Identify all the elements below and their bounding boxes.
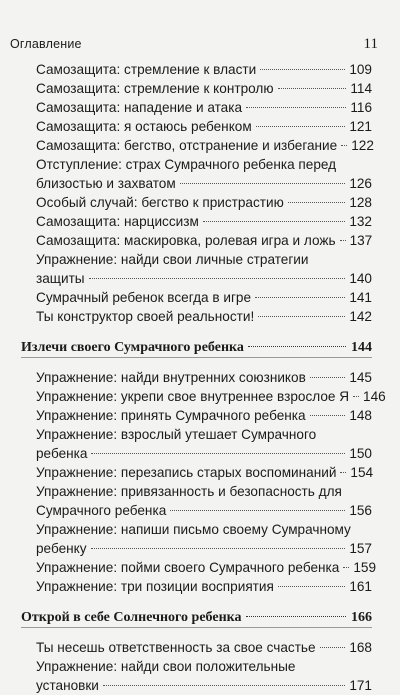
toc-page-number: 156 — [349, 503, 372, 518]
toc-entry-line — [36, 368, 372, 387]
toc-entry-line — [36, 638, 372, 657]
toc-entry-line — [36, 577, 372, 596]
toc-entry-title: ребенку — [36, 541, 87, 556]
toc-entry — [36, 250, 372, 288]
dot-leader — [203, 221, 345, 222]
toc-entry-line — [36, 539, 372, 558]
toc-page-number: 145 — [349, 370, 372, 385]
toc-entry-title: Отступление: страх Сумрачного ребенка перед — [36, 157, 337, 172]
toc-entry — [36, 288, 372, 307]
toc-page-number: 171 — [349, 678, 372, 693]
toc-page-number: 141 — [349, 290, 372, 305]
dot-leader — [260, 69, 345, 70]
toc-entry-title: Упражнение: принять Сумрачного ребенка — [36, 408, 306, 423]
toc-entry-line — [36, 250, 372, 269]
section-spacer — [0, 596, 400, 608]
toc-entry-title: Самозащита: стремление к контролю — [36, 81, 274, 96]
toc-entry-title: Упражнение: привязанность и безопасность для — [36, 484, 342, 499]
toc-entry-title: Упражнение: пойми своего Сумрачного ребенка — [36, 560, 340, 575]
toc-entry-title: ребенка — [36, 446, 88, 461]
toc-entry-title: Самозащита: маскировка, ролевая игра и ложь — [36, 233, 336, 248]
toc-page-number: 148 — [349, 408, 372, 423]
toc-page-number: 161 — [349, 579, 372, 594]
toc-entry-title: Сумрачный ребенок всегда в игре — [36, 290, 252, 305]
toc-entry — [36, 307, 372, 326]
toc-section-entry — [21, 608, 372, 628]
toc-entry-line — [36, 269, 372, 288]
toc-entry-title: Самозащита: я остаюсь ребенком — [36, 119, 252, 134]
toc-entry — [36, 155, 372, 193]
toc-entry-title: Самозащита: стремление к власти — [36, 62, 257, 77]
dot-leader — [255, 297, 345, 298]
toc-entry — [36, 136, 372, 155]
toc-entry — [36, 520, 372, 558]
toc-entry-line — [36, 558, 377, 577]
toc-entry-line — [36, 425, 372, 444]
toc-entry-title: Излечи своего Сумрачного ребенка — [21, 340, 244, 355]
toc-entry-line — [36, 98, 372, 117]
dot-leader — [341, 145, 347, 146]
toc-entry-title: Сумрачного ребенка — [36, 503, 167, 518]
toc-entry-line — [36, 482, 372, 501]
toc-entry-line — [36, 501, 372, 520]
dot-leader — [91, 453, 345, 454]
toc-entry-title: Упражнение: найди свои положительные — [36, 659, 296, 674]
dot-leader — [258, 316, 345, 317]
toc-entry-title: Упражнение: найди внутренних союзников — [36, 370, 306, 385]
toc-entry-title: Упражнение: напиши письмо своему Сумрачному — [36, 522, 351, 537]
toc-entry — [36, 368, 372, 387]
toc-page-number: 114 — [350, 81, 372, 96]
dot-leader — [246, 616, 346, 617]
dot-leader — [278, 586, 345, 587]
dot-leader — [170, 510, 345, 511]
toc-entry-line — [36, 657, 372, 676]
toc-entry-title: установки — [36, 678, 99, 693]
dot-leader — [340, 240, 346, 241]
dot-leader — [343, 567, 349, 568]
dot-leader — [310, 377, 345, 378]
toc-entry-line — [36, 231, 372, 250]
toc-page-number: 157 — [349, 541, 372, 556]
toc-entry-line — [36, 520, 372, 539]
toc-page-number: 122 — [351, 138, 374, 153]
toc-entry-line — [36, 117, 372, 136]
toc-entry-title: Ты несешь ответственность за свое счастье — [36, 640, 316, 655]
toc-entry-title: Открой в себе Солнечного ребенка — [21, 610, 242, 625]
toc-entry-line — [21, 338, 372, 357]
toc-entry-line — [36, 212, 372, 231]
dot-leader — [320, 647, 346, 648]
section-spacer — [0, 358, 400, 368]
dot-leader — [278, 88, 346, 89]
toc-entry — [36, 406, 372, 425]
toc-entry-title: Ты конструктор своей реальности! — [36, 309, 255, 324]
toc-entry-line — [36, 174, 372, 193]
table-of-contents — [0, 60, 400, 695]
dot-leader — [89, 278, 346, 279]
toc-page-number: 109 — [349, 62, 372, 77]
toc-entry-line — [36, 444, 372, 463]
toc-entry — [36, 577, 372, 596]
toc-page-number: 140 — [349, 271, 372, 286]
toc-entry-title: Упражнение: найди свои личные стратегии — [36, 252, 309, 267]
toc-entry-title: Упражнение: укрепи свое внутреннее взрослое Я — [36, 389, 350, 404]
toc-entry-line — [36, 387, 386, 406]
toc-entry-line — [21, 608, 372, 627]
toc-entry — [36, 638, 372, 657]
dot-leader — [180, 183, 346, 184]
toc-entry — [36, 425, 372, 463]
dot-leader — [288, 202, 346, 203]
running-head-title: Оглавление — [10, 37, 82, 51]
toc-entry — [36, 117, 372, 136]
toc-entry-line — [36, 406, 372, 425]
toc-entry — [36, 482, 372, 520]
toc-entry — [36, 657, 372, 695]
toc-entry-line — [36, 193, 372, 212]
toc-page-number: 132 — [349, 214, 372, 229]
toc-page-number: 154 — [350, 465, 374, 480]
toc-page-number: 159 — [353, 560, 377, 575]
toc-entry — [36, 193, 372, 212]
toc-entry-title: Особый случай: бегство к пристрастию — [36, 195, 284, 210]
dot-leader — [256, 126, 346, 127]
toc-entry-line — [36, 79, 372, 98]
dot-leader — [246, 107, 346, 108]
toc-entry-title: близостью и захватом — [36, 176, 176, 191]
toc-entry — [36, 558, 377, 577]
toc-entry-title: Самозащита: бегство, отстранение и избегание — [36, 138, 338, 153]
toc-entry-line — [36, 463, 372, 482]
toc-entry-line — [36, 136, 372, 155]
dot-leader — [248, 346, 346, 347]
toc-entry-line — [36, 60, 372, 79]
toc-entry — [36, 60, 372, 79]
dot-leader — [340, 472, 346, 473]
toc-page-number: 144 — [351, 340, 372, 355]
toc-page-number: 137 — [349, 233, 373, 248]
toc-entry-title: Упражнение: взрослый утешает Сумрачного — [36, 427, 317, 442]
toc-entry-title: Самозащита: нарциссизм — [36, 214, 199, 229]
section-spacer — [0, 628, 400, 638]
toc-page-number: 166 — [351, 610, 372, 625]
toc-entry-line — [36, 155, 372, 174]
toc-entry-title: Самозащита: нападение и атака — [36, 100, 243, 115]
toc-entry-line — [36, 676, 372, 695]
toc-entry — [36, 98, 372, 117]
toc-entry — [36, 212, 372, 231]
page-header — [10, 36, 378, 53]
toc-page-number: 121 — [349, 119, 372, 134]
toc-page-number: 126 — [349, 176, 372, 191]
toc-entry-title: Упражнение: три позиции восприятия — [36, 579, 274, 594]
toc-page-number: 142 — [349, 309, 372, 324]
toc-entry-line — [36, 288, 372, 307]
dot-leader — [91, 548, 346, 549]
dot-leader — [310, 415, 346, 416]
toc-entry — [36, 79, 372, 98]
toc-page-number: 150 — [349, 446, 372, 461]
section-spacer — [0, 326, 400, 338]
toc-entry-title: защиты — [36, 271, 85, 286]
toc-entry — [36, 387, 386, 406]
toc-entry — [36, 231, 372, 250]
toc-page-number: 146 — [363, 389, 386, 404]
page-number: 11 — [363, 36, 378, 52]
toc-section-entry — [21, 338, 372, 358]
toc-page-number: 128 — [349, 195, 372, 210]
dot-leader — [103, 685, 345, 686]
toc-entry-line — [36, 307, 372, 326]
toc-entry — [36, 463, 372, 482]
toc-entry-title: Упражнение: перезапись старых воспоминаний — [36, 465, 337, 480]
dot-leader — [353, 396, 359, 397]
toc-page-number: 116 — [350, 100, 372, 115]
toc-page-number: 168 — [349, 640, 372, 655]
